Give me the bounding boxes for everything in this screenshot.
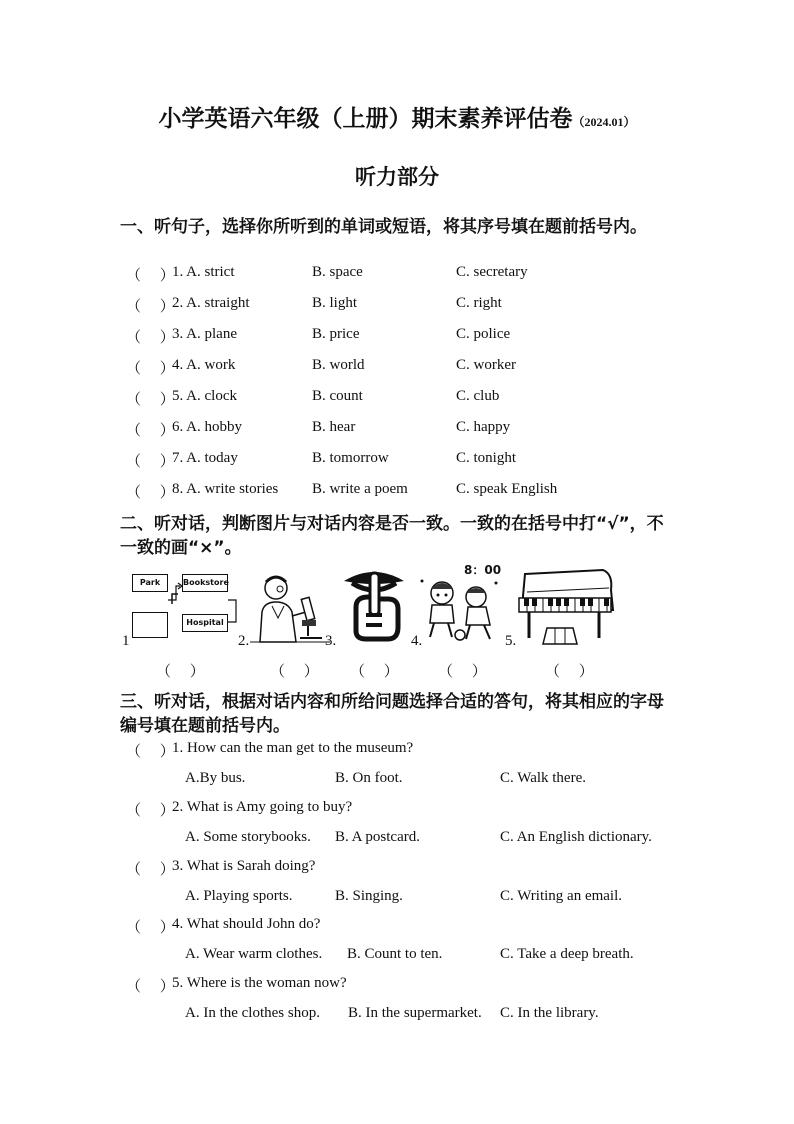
- option-c: C. worker: [456, 357, 516, 373]
- option-c: C. An English dictionary.: [500, 829, 652, 845]
- map-label-park: Park: [132, 574, 168, 592]
- scientist-microscope-icon: [250, 572, 330, 644]
- option-a: 6. A. hobby: [172, 419, 243, 435]
- option-b: B. light: [312, 295, 358, 311]
- map-label-hospital: Hospital: [182, 614, 228, 632]
- question-text: 2. What is Amy going to buy?: [172, 799, 353, 815]
- answer-bracket: （ ）: [126, 979, 175, 995]
- option-a: 3. A. plane: [172, 326, 237, 342]
- question-text: 3. What is Sarah doing?: [172, 858, 316, 874]
- answer-bracket: （ ）: [126, 862, 175, 878]
- option-c: C. police: [456, 326, 511, 342]
- option-a: 5. A. clock: [172, 388, 237, 404]
- map-arrows: [130, 570, 240, 645]
- answer-bracket: （ ）: [126, 361, 175, 377]
- option-b: B. Count to ten.: [347, 946, 443, 962]
- picture-number-1: 1: [122, 633, 130, 649]
- answer-bracket: （ ）: [126, 485, 175, 501]
- section1-heading: 一、听句子，选择你所听到的单词或短语，将其序号填在题前括号内。: [120, 217, 647, 237]
- answer-bracket-5: （ ）: [545, 664, 594, 680]
- option-b: B. world: [312, 357, 365, 373]
- option-c: C. club: [456, 388, 500, 404]
- question-text: 1. How can the man get to the museum?: [172, 740, 414, 756]
- option-a: A. In the clothes shop.: [185, 1005, 320, 1021]
- option-c: C. In the library.: [500, 1005, 599, 1021]
- section-subtitle: 听力部分: [355, 165, 439, 189]
- option-b: B. hear: [312, 419, 356, 435]
- title-main: 小学英语六年级（上册）期末素养评估卷: [158, 106, 573, 132]
- option-a: 8. A. write stories: [172, 481, 279, 497]
- option-b: B. write a poem: [312, 481, 408, 497]
- option-c: C. happy: [456, 419, 511, 435]
- option-b: B. tomorrow: [312, 450, 389, 466]
- answer-bracket-3: （ ）: [350, 664, 399, 680]
- clock-text: 8：00: [464, 563, 502, 577]
- piano-icon: [515, 568, 615, 646]
- answer-bracket: （ ）: [126, 392, 175, 408]
- question-text: 4. What should John do?: [172, 916, 321, 932]
- option-b: B. On foot.: [335, 770, 403, 786]
- option-b: B. A postcard.: [335, 829, 420, 845]
- option-a: A. Playing sports.: [185, 888, 293, 904]
- title-date: （2024.01）: [572, 115, 636, 129]
- page-title: [0, 100, 794, 133]
- answer-bracket: （ ）: [126, 268, 175, 284]
- option-a: 4. A. work: [172, 357, 236, 373]
- answer-bracket-4: （ ）: [438, 664, 487, 680]
- option-a: 7. A. today: [172, 450, 238, 466]
- picture-number-5: 5.: [505, 633, 517, 649]
- option-a: A. Wear warm clothes.: [185, 946, 323, 962]
- option-c: C. tonight: [456, 450, 517, 466]
- answer-bracket: （ ）: [126, 423, 175, 439]
- option-a: 1. A. strict: [172, 264, 235, 280]
- option-c: C. Writing an email.: [500, 888, 623, 904]
- option-b: B. In the supermarket.: [348, 1005, 482, 1021]
- option-a: 2. A. straight: [172, 295, 250, 311]
- option-a: A.By bus.: [185, 770, 246, 786]
- option-b: B. Singing.: [335, 888, 403, 904]
- answer-bracket: （ ）: [126, 920, 175, 936]
- option-c: C. Take a deep breath.: [500, 946, 634, 962]
- answer-bracket: （ ）: [126, 744, 175, 760]
- answer-bracket-2: （ ）: [270, 664, 319, 680]
- answer-bracket: （ ）: [126, 299, 175, 315]
- option-b: B. count: [312, 388, 363, 404]
- answer-bracket: （ ）: [126, 330, 175, 346]
- quiet-gesture-icon: [338, 567, 410, 645]
- answer-bracket: （ ）: [126, 454, 175, 470]
- picture-number-2: 2.: [238, 633, 250, 649]
- option-c: C. right: [456, 295, 502, 311]
- map-label-bookstore: Bookstore: [182, 574, 228, 592]
- section3-heading: 三、听对话，根据对话内容和所给问题选择合适的答句，将其相应的字母编号填在题前括号内。: [120, 692, 664, 736]
- question-text: 5. Where is the woman now?: [172, 975, 347, 991]
- option-a: A. Some storybooks.: [185, 829, 311, 845]
- option-b: B. space: [312, 264, 363, 280]
- section2-heading: 二、听对话，判断图片与对话内容是否一致。一致的在括号中打“√”，不一致的画“×”。: [120, 514, 664, 558]
- option-c: C. speak English: [456, 481, 558, 497]
- option-c: C. secretary: [456, 264, 528, 280]
- picture-number-4: 4.: [411, 633, 423, 649]
- option-c: C. Walk there.: [500, 770, 586, 786]
- picture-number-3: 3.: [325, 633, 337, 649]
- answer-bracket-1: （ ）: [156, 664, 205, 680]
- answer-bracket: （ ）: [126, 803, 175, 819]
- map-icon: [130, 570, 240, 645]
- children-playing-icon: [420, 575, 500, 647]
- option-b: B. price: [312, 326, 360, 342]
